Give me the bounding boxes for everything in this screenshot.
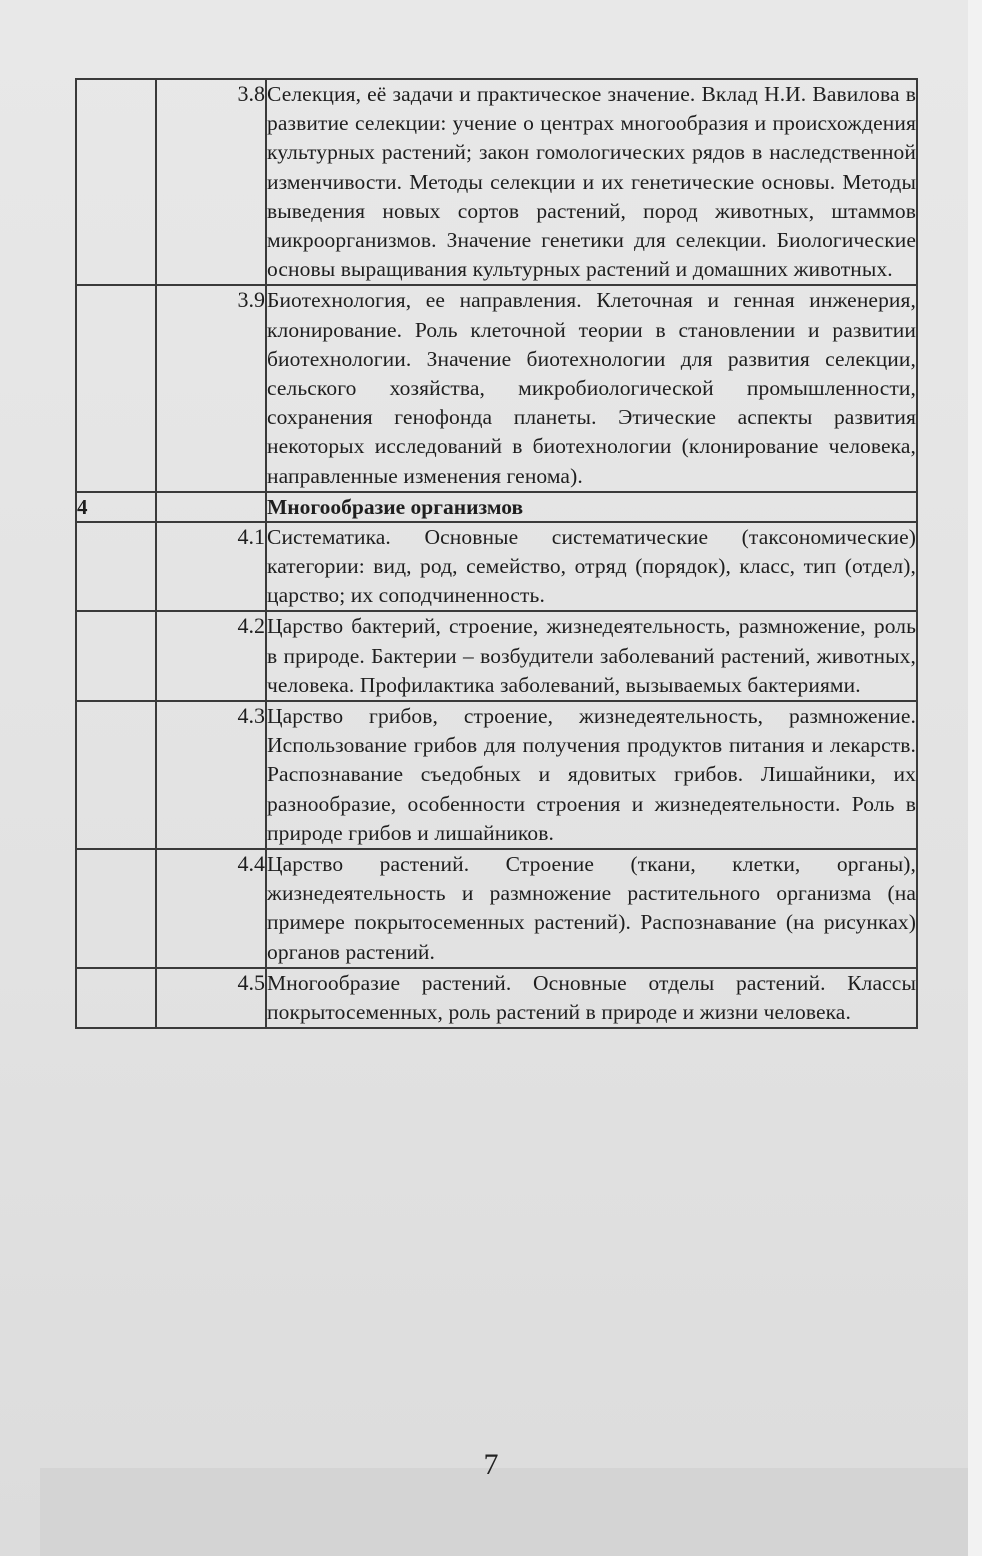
section-cell bbox=[76, 701, 156, 849]
section-number: 4 bbox=[76, 492, 156, 522]
topic-text: Биотехнология, ее направления. Клеточная и генная инженерия, клонирование. Роль клеточной теории в становлении и развитии биотехнологии. Значение биотехнологии для развития селекции, сельского хозяйства, микробиологической промышленности, сохранения генофонда планеты. Этические аспекты развития некоторых исследований в биотехнологии (клонирование человека, направленные изменения генома). bbox=[266, 285, 917, 491]
table-row-4-1 bbox=[76, 522, 917, 612]
topic-number: 4.1 bbox=[156, 522, 266, 612]
topic-number: 3.9 bbox=[156, 285, 266, 491]
topic-text: Многообразие растений. Основные отделы растений. Классы покрытосеменных, роль растений в природе и жизни человека. bbox=[266, 968, 917, 1028]
curriculum-table bbox=[75, 78, 918, 1029]
page-right-edge bbox=[968, 0, 982, 1556]
section-title: Многообразие организмов bbox=[266, 492, 917, 522]
topic-text: Царство растений. Строение (ткани, клетки, органы), жизнедеятельность и размножение растительного организма (на примере покрытосеменных растений). Распознавание (на рисунках) органов растений. bbox=[266, 849, 917, 968]
section-cell bbox=[76, 849, 156, 968]
page-number: 7 bbox=[483, 1448, 499, 1481]
topic-number: 4.5 bbox=[156, 968, 266, 1028]
table-row-4-2 bbox=[76, 611, 917, 701]
topic-text: Царство бактерий, строение, жизнедеятельность, размножение, роль в природе. Бактерии – возбудители заболеваний растений, животных, человека. Профилактика заболеваний, вызываемых бактериями. bbox=[266, 611, 917, 701]
topic-text: Селекция, её задачи и практическое значение. Вклад Н.И. Вавилова в развитие селекции: учение о центрах многообразия и происхождения культурных растений; закон гомологических рядов в наследственной изменчивости. Методы селекции и их генетические основы. Методы выведения новых сортов растений, пород животных, штаммов микроорганизмов. Значение генетики для селекции. Биологические основы выращивания культурных растений и домашних животных. bbox=[266, 79, 917, 285]
table-row-4-5 bbox=[76, 968, 917, 1028]
table-row-4-3 bbox=[76, 701, 917, 849]
topic-number: 3.8 bbox=[156, 79, 266, 285]
topic-number: 4.3 bbox=[156, 701, 266, 849]
topic-number: 4.4 bbox=[156, 849, 266, 968]
topic-number: 4.2 bbox=[156, 611, 266, 701]
empty-cell bbox=[156, 492, 266, 522]
table-row-4-4 bbox=[76, 849, 917, 968]
section-cell bbox=[76, 522, 156, 612]
section-cell bbox=[76, 968, 156, 1028]
table-row-section-4 bbox=[76, 492, 917, 522]
table-row-3-8 bbox=[76, 79, 917, 285]
section-cell bbox=[76, 79, 156, 285]
table-row-3-9 bbox=[76, 285, 917, 491]
section-cell bbox=[76, 611, 156, 701]
section-cell bbox=[76, 285, 156, 491]
topic-text: Царство грибов, строение, жизнедеятельность, размножение. Использование грибов для получения продуктов питания и лекарств. Распознавание съедобных и ядовитых грибов. Лишайники, их разнообразие, особенности строения и жизнедеятельности. Роль в природе грибов и лишайников. bbox=[266, 701, 917, 849]
topic-text: Систематика. Основные систематические (таксономические) категории: вид, род, семейство, отряд (порядок), класс, тип (отдел), царство; их соподчиненность. bbox=[266, 522, 917, 612]
